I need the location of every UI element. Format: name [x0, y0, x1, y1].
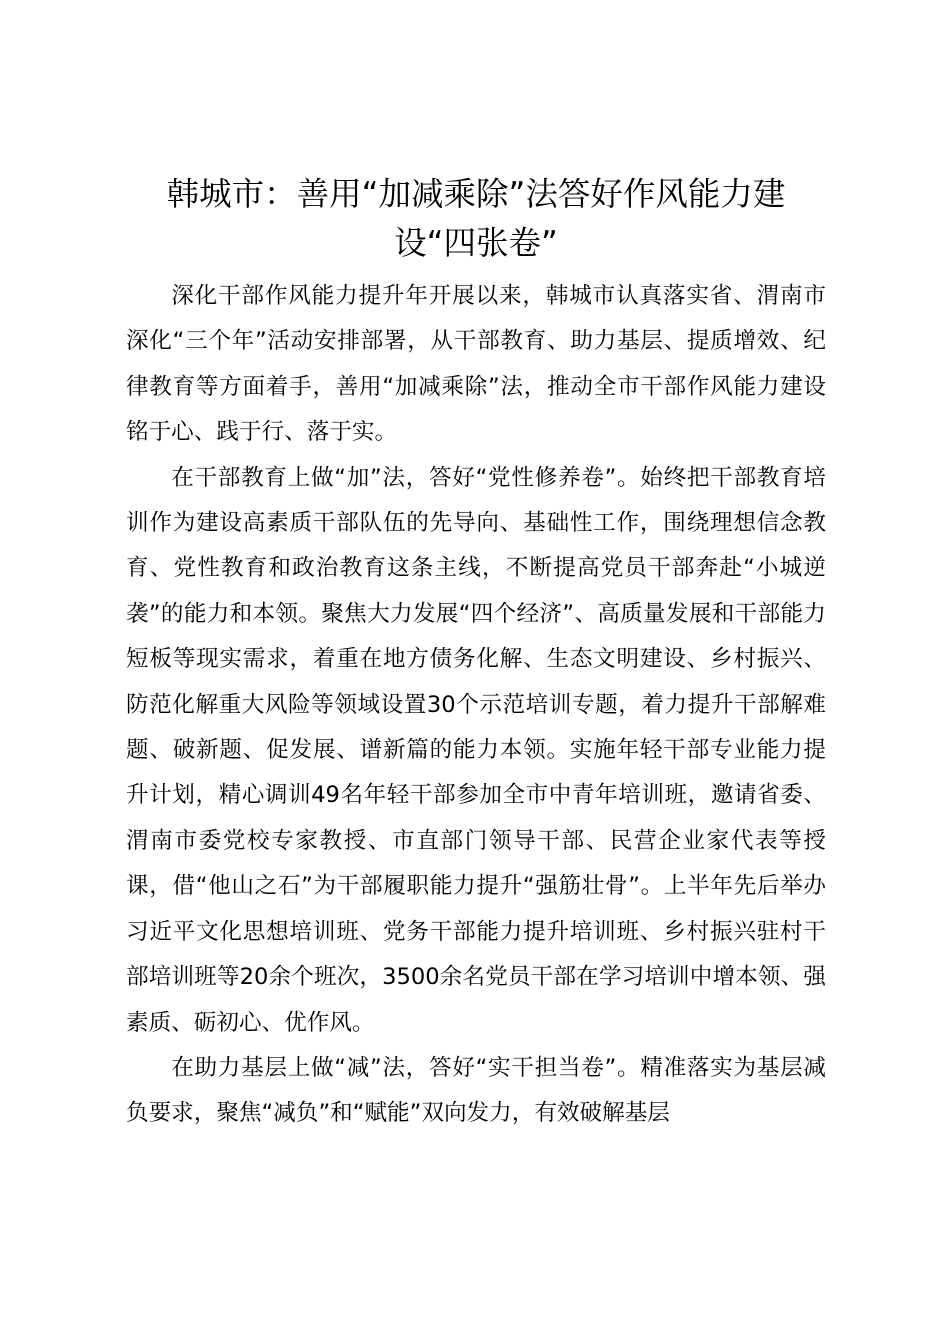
document-body	[126, 274, 826, 1137]
paragraph-addition: 在干部教育上做“加”法，答好“党性修养卷”。始终把干部教育培训作为建设高素质干部队伍的先导向、基础性工作，围绕理想信念教育、党性教育和政治教育这条主线，不断提高党员干部奔赴“小城逆袭”的能力和本领。聚焦大力发展“四个经济”、高质量发展和干部能力短板等现实需求，着重在地方债务化解、生态文明建设、乡村振兴、防范化解重大风险等领域设置30个示范培训专题，着力提升干部解难题、破新题、促发展、谱新篇的能力本领。实施年轻干部专业能力提升计划，精心调训49名年轻干部参加全市中青年培训班，邀请省委、渭南市委党校专家教授、市直部门领导干部、民营企业家代表等授课，借“他山之石”为干部履职能力提升“强筋壮骨”。上半年先后举办习近平文化思想培训班、党务干部能力提升培训班、乡村振兴驻村干部培训班等20余个班次，3500余名党员干部在学习培训中增本领、强素质、砺初心、优作风。	[126, 464, 826, 1036]
document-page	[126, 170, 826, 1137]
document-title: 韩城市：善用“加减乘除”法答好作风能力建设“四张卷”	[166, 175, 786, 262]
paragraph-subtraction: 在助力基层上做“减”法，答好“实干担当卷”。精准落实为基层减负要求，聚焦“减负”和“赋能”双向发力，有效破解基层	[126, 1054, 826, 1127]
paragraph-intro: 深化干部作风能力提升年开展以来，韩城市认真落实省、渭南市深化“三个年”活动安排部署，从干部教育、助力基层、提质增效、纪律教育等方面着手，善用“加减乘除”法，推动全市干部作风能力建设铭于心、践于行、落于实。	[126, 283, 826, 446]
